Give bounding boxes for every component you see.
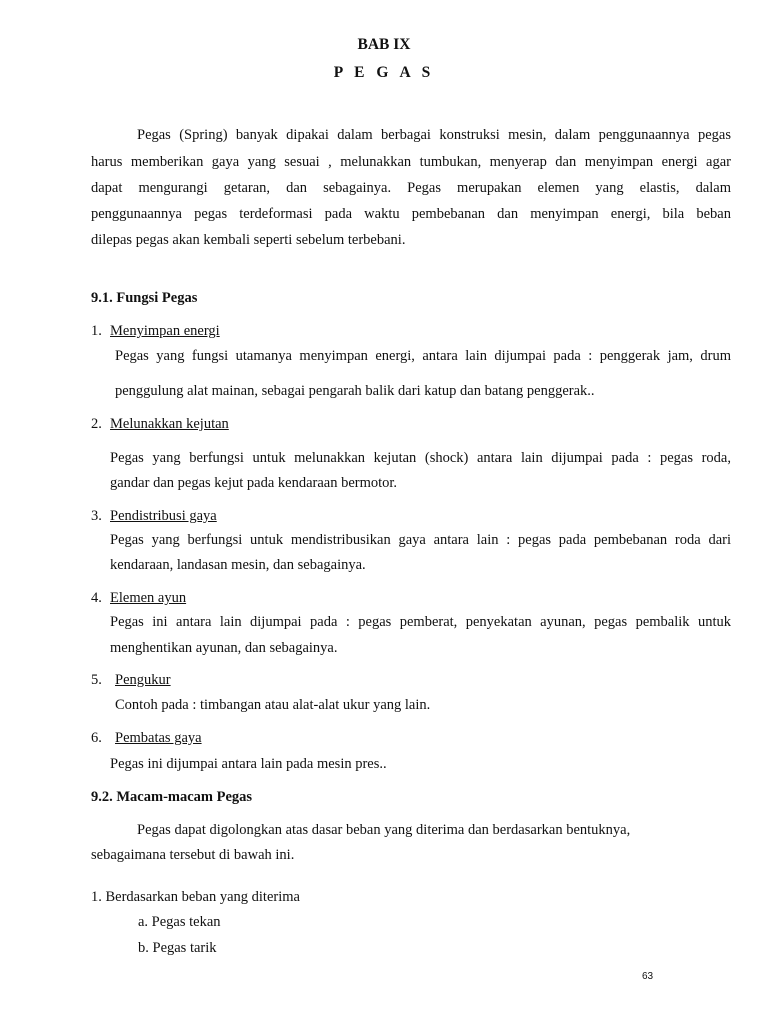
sub-list-item: a. Pegas tekan [138, 914, 221, 930]
section-heading: 9.2. Macam-macam Pegas [91, 789, 253, 805]
list-item-text: gandar dan pegas kejut pada kendaraan bermotor. [110, 475, 398, 491]
list-item-text: Pegas yang berfungsi untuk melunakkan kejutan (shock) antara lain dijumpai pada : pegas roda, [110, 450, 731, 466]
list-number: 4. [91, 590, 102, 606]
list-item-text: penggulung alat mainan, sebagai pengarah balik dari katup dan batang penggerak.. [115, 383, 595, 399]
intro-line: dilepas pegas akan kembali seperti sebelum terbebani. [91, 232, 406, 248]
list-item-label: Menyimpan energi [110, 323, 220, 339]
list-item-label: Elemen ayun [110, 590, 187, 606]
section-paragraph-line: Pegas dapat digolongkan atas dasar beban yang diterima dan berdasarkan bentuknya, [137, 822, 631, 838]
intro-line: harus memberikan gaya yang sesuai , melunakkan tumbukan, menyerap dan menyimpan energi agar [91, 154, 731, 170]
list-number: 1. [91, 323, 102, 339]
section-paragraph-line: sebagaimana tersebut di bawah ini. [91, 847, 295, 863]
intro-line: dapat mengurangi getaran, dan sebagainya. Pegas merupakan elemen yang elastis, dalam [91, 180, 731, 196]
list-item-label: Pengukur [115, 672, 171, 688]
list-item-text: Pegas ini dijumpai antara lain pada mesin pres.. [110, 756, 387, 772]
list-item-text: kendaraan, landasan mesin, dan sebagainya. [110, 557, 366, 573]
list-item-label: Pendistribusi gaya [110, 508, 217, 524]
sub-list-item: b. Pegas tarik [138, 940, 217, 956]
list-item-label: Melunakkan kejutan [110, 416, 229, 432]
intro-line: Pegas (Spring) banyak dipakai dalam berbagai konstruksi mesin, dalam penggunaannya pegas [137, 127, 731, 143]
page-number: 63 [642, 971, 654, 982]
list-number: 2. [91, 416, 102, 432]
list-item-label: Pembatas gaya [115, 730, 202, 746]
list-item-text: Pegas yang fungsi utamanya menyimpan energi, antara lain dijumpai pada : penggerak jam, drum [115, 348, 731, 364]
list-number: 5. [91, 672, 102, 688]
list-item-text: Pegas yang berfungsi untuk mendistribusikan gaya antara lain : pegas pada pembebanan roda dari [110, 532, 731, 548]
chapter-number: BAB IX [357, 36, 411, 53]
intro-line: penggunaannya pegas terdeformasi pada waktu pembebanan dan menyimpan energi, bila beban [91, 206, 731, 222]
list-number: 6. [91, 730, 102, 746]
list-number: 3. [91, 508, 102, 524]
list-item-text: menghentikan ayunan, dan sebagainya. [110, 640, 338, 656]
list-heading: 1. Berdasarkan beban yang diterima [91, 889, 300, 905]
section-heading: 9.1. Fungsi Pegas [91, 290, 198, 306]
chapter-title: P E G A S [333, 64, 435, 81]
list-item-text: Contoh pada : timbangan atau alat-alat ukur yang lain. [115, 697, 431, 713]
list-item-text: Pegas ini antara lain dijumpai pada : pegas pemberat, penyekatan ayunan, pegas pembalik untuk [110, 614, 731, 630]
